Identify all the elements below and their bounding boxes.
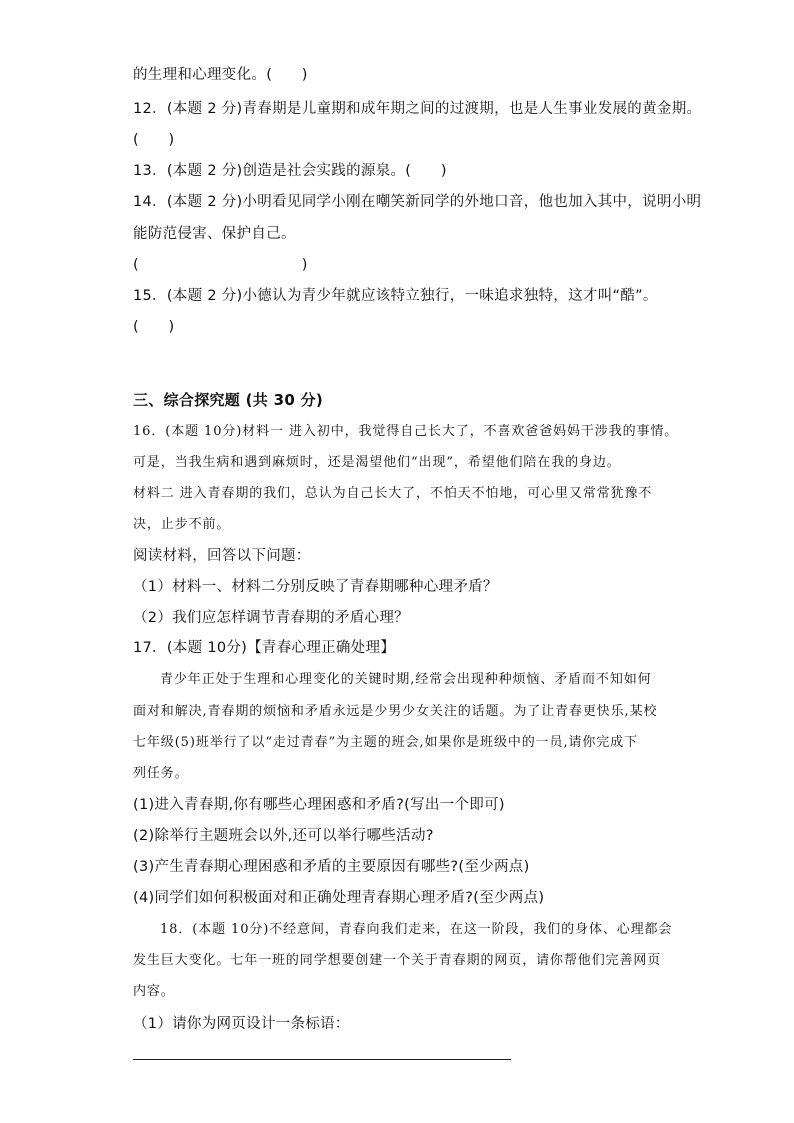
q11-tail-line: 的生理和心理变化。( )	[133, 67, 308, 83]
q17-sub-1: (1)进入青春期,你有哪些心理困惑和矛盾?(写出一个即可)	[133, 797, 505, 813]
q16-material-1-line-1: 16．(本题 10分)材料一 进入初中，我觉得自己长大了，不喜欢爸爸妈妈干涉我的事情。	[133, 424, 679, 439]
q13-line: 13．(本题 2 分)创造是社会实践的源泉。( )	[133, 163, 447, 179]
q17-heading: 17．(本题 10分)【青春心理正确处理】	[133, 640, 396, 656]
q17-sub-2: (2)除举行主题班会以外,还可以举行哪些活动?	[133, 828, 434, 844]
q17-sub-4: (4)同学们如何积极面对和正确处理青春期心理矛盾?(至少两点)	[133, 890, 545, 906]
answer-underline	[133, 1059, 511, 1060]
q17-body-line-4: 列任务。	[133, 766, 189, 781]
q17-body-line-3: 七年级(5)班举行了以“走过青春”为主题的班会,如果你是班级中的一员,请你完成下	[133, 735, 638, 750]
q16-material-2-line-1: 材料二 进入青春期的我们，总认为自己长大了，不怕天不怕地，可心里又常常犹豫不	[133, 486, 653, 501]
q12-answer-blank: ( )	[133, 132, 175, 148]
q17-sub-3: (3)产生青春期心理困惑和矛盾的主要原因有哪些?(至少两点)	[133, 859, 530, 875]
section-heading: 三、综合探究题 (共 30 分)	[133, 391, 324, 409]
q14-line-2: 能防范侵害、保护自己。	[133, 226, 296, 242]
q18-line-3: 内容。	[133, 984, 175, 999]
q16-material-2-line-2: 决，止步不前。	[133, 517, 231, 532]
q17-body-line-1: 青少年正处于生理和心理变化的关键时期,经常会出现种种烦恼、矛盾而不知如何	[160, 672, 652, 687]
q12-line-1: 12．(本题 2 分)青春期是儿童期和成年期之间的过渡期，也是人生事业发展的黄金期。	[133, 101, 702, 117]
q15-line: 15．(本题 2 分)小德认为青少年就应该特立独行，一味追求独特，这才叫“酷”。	[133, 288, 658, 304]
q16-sub-1: （1）材料一、材料二分别反映了青春期哪种心理矛盾？	[133, 579, 498, 595]
q16-instruction: 阅读材料，回答以下问题：	[133, 548, 311, 564]
q15-answer-blank: ( )	[133, 319, 175, 335]
q14-answer-blank: ( )	[133, 257, 308, 273]
q18-line-2: 发生巨大变化。七年一班的同学想要创建一个关于青春期的网页，请你帮他们完善网页	[133, 953, 662, 968]
q14-line-1: 14．(本题 2 分)小明看见同学小刚在嘲笑新同学的外地口音，他也加入其中，说明小明	[133, 194, 702, 210]
q16-sub-2: （2）我们应怎样调节青春期的矛盾心理？	[133, 610, 409, 626]
q16-material-1-line-2: 可是，当我生病和遇到麻烦时，还是渴望他们“出现”，希望他们陪在我的身边。	[133, 455, 621, 470]
q18-line-1: 18．(本题 10分)不经意间，青春向我们走来，在这一阶段，我们的身体、心理都会	[160, 922, 673, 937]
q17-body-line-2: 面对和解决,青春期的烦恼和矛盾永远是少男少女关注的话题。为了让青春更快乐,某校	[133, 704, 658, 719]
q18-sub-1: （1）请你为网页设计一条标语：	[133, 1016, 350, 1032]
